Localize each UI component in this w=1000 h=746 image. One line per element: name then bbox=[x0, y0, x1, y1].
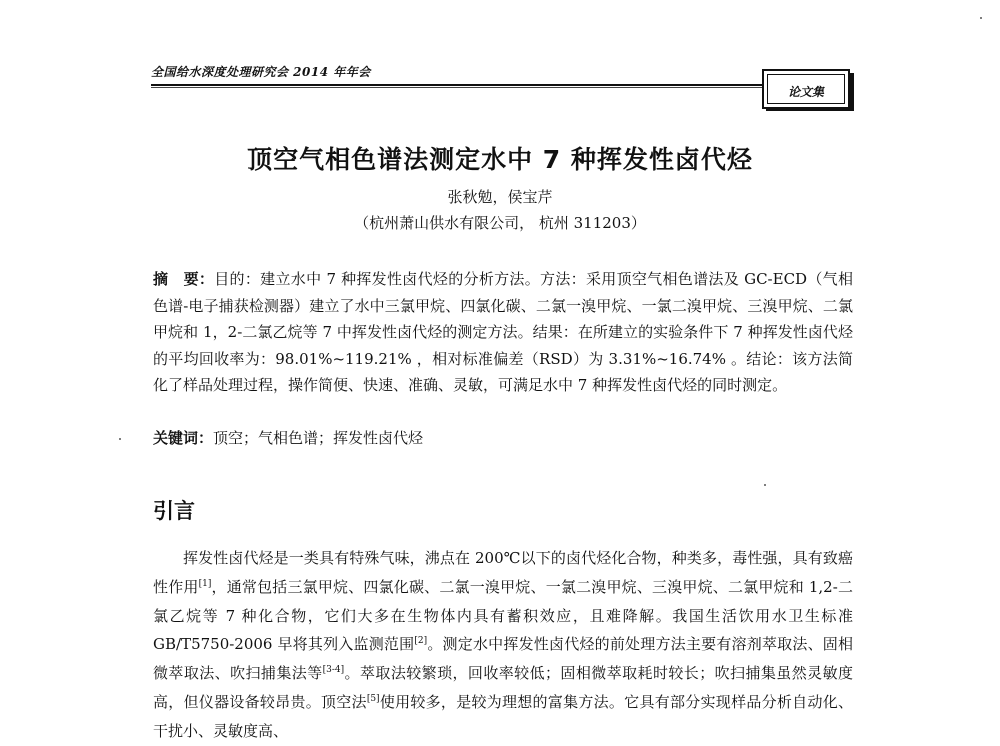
section-heading: 引言 bbox=[153, 499, 195, 523]
keywords-label: 关键词： bbox=[153, 429, 214, 447]
abstract bbox=[153, 266, 853, 399]
paper-authors: 张秋勉，侯宝芹 bbox=[447, 188, 553, 206]
scan-speck bbox=[119, 438, 121, 440]
abstract-label: 摘 要： bbox=[153, 270, 215, 288]
citation-ref: [2] bbox=[414, 636, 428, 647]
scan-speck bbox=[980, 17, 982, 19]
running-header: 全国给水深度处理研究会 2014 年年会 bbox=[151, 65, 371, 79]
paper-title: 顶空气相色谱法测定水中 7 种挥发性卤代烃 bbox=[247, 145, 753, 174]
body-text-1: 挥发性卤代烃是一类具有特殊气味，沸点在 200℃以下的卤代烃化合物，种类多，毒性强，具有致癌性作用 bbox=[153, 549, 853, 596]
body-text-3: 。测定水中挥发性卤代烃的前处理方法主要有溶剂萃取法、固相微萃取法、吹扫捕集法等 bbox=[153, 635, 853, 683]
citation-ref: [5] bbox=[366, 693, 380, 704]
body-text-2: ，通常包括三氯甲烷、四氯化碳、二氯一溴甲烷、一氯二溴甲烷、三溴甲烷、二氯甲烷和 1,2-二氯乙烷等 7 种化合物，它们大多在生物体内具有蓄积效应，且难降解。我国生活饮用水卫生标准 GB/T5750-2006 早将其列入监测范围 bbox=[153, 577, 853, 654]
citation-ref: [3-4] bbox=[322, 665, 345, 676]
header-rule-thin bbox=[151, 87, 762, 88]
citation-ref: [1] bbox=[198, 578, 212, 589]
body-text-5: 使用较多，是较为理想的富集方法。它具有部分实现样品分析自动化、干扰小、灵敏度高、 bbox=[153, 692, 853, 740]
keywords bbox=[153, 425, 853, 451]
scan-speck bbox=[764, 484, 766, 486]
body-text-4: 。萃取法较繁琐，回收率较低；固相微萃取耗时较长；吹扫捕集虽然灵敏度高，但仪器设备较昂贵。顶空法 bbox=[153, 664, 853, 711]
keywords-text: 顶空；气相色谱；挥发性卤代烃 bbox=[213, 429, 424, 447]
header-rule bbox=[151, 84, 762, 86]
tag-shadow-right bbox=[850, 73, 854, 111]
body-paragraph bbox=[153, 544, 853, 746]
collection-tag-label: 论文集 bbox=[767, 74, 845, 104]
paper-affiliation: （杭州萧山供水有限公司， 杭州 311203） bbox=[354, 214, 646, 232]
collection-tag bbox=[762, 69, 850, 109]
abstract-text: 目的：建立水中 7 种挥发性卤代烃的分析方法。方法：采用顶空气相色谱法及 GC-ECD（气相色谱-电子捕获检测器）建立了水中三氯甲烷、四氯化碳、二氯一溴甲烷、一氯二溴甲烷、三溴甲烷、二氯甲烷和 1，2-二氯乙烷等 7 中挥发性卤代烃的测定方法。结果：在所建立的实验条件下 7 种挥发性卤代烃的平均回收率为：98.01%~119.21% ，相对标准偏差（RSD）为 3.31%~16.74% 。结论：该方法简化了样品处理过程，操作简便、快速、准确、灵敏，可满足水中 7 种挥发性卤代烃的同时测定。 bbox=[153, 270, 853, 394]
